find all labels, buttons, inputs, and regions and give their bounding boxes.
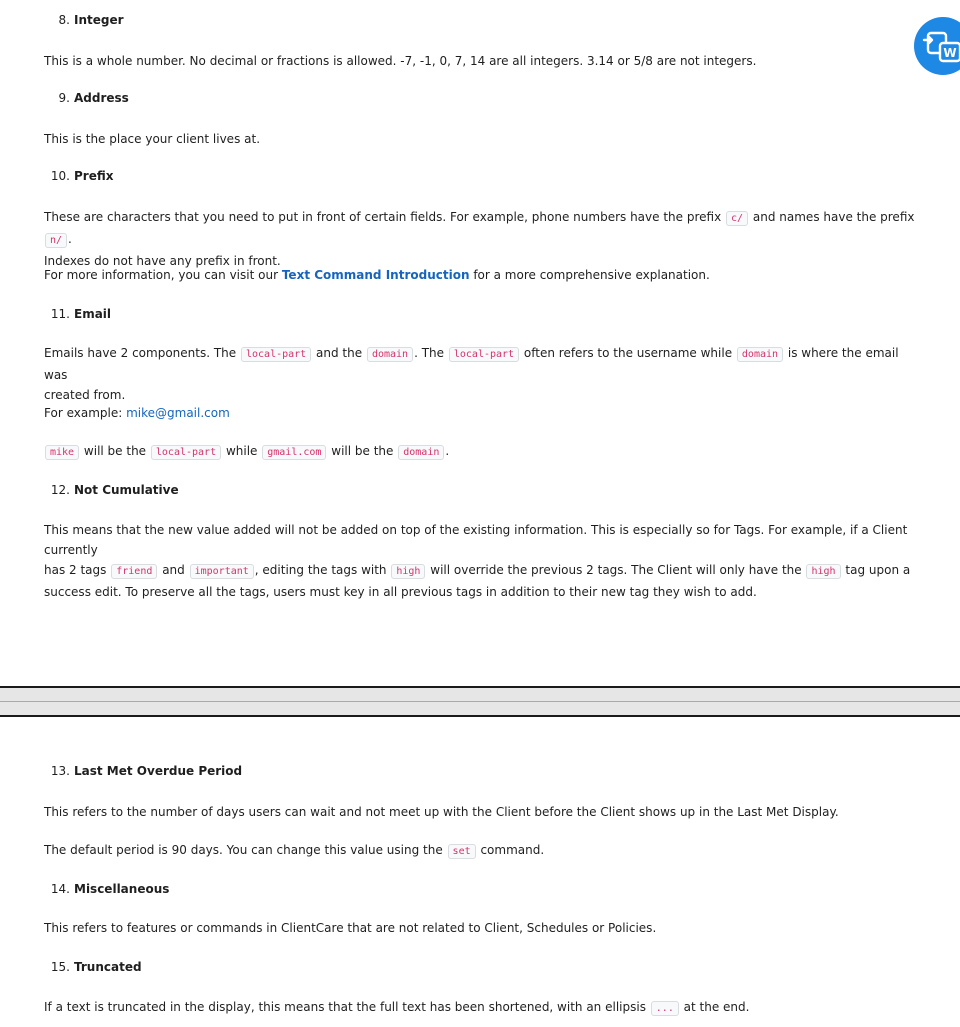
text-run: and [162, 563, 185, 577]
code-domain: domain [367, 347, 413, 362]
text-run: . [445, 444, 450, 458]
section-heading-truncated [0, 960, 142, 974]
section-heading-prefix [0, 169, 114, 183]
last-met-default-paragraph [44, 840, 924, 862]
section-number: 10. [50, 169, 70, 183]
section-heading-not-cumulative [0, 483, 179, 497]
prefix-more-info-paragraph [44, 265, 924, 285]
section-heading-miscellaneous [0, 882, 169, 896]
text-run: . The [414, 346, 445, 360]
text-run: For more information, you can visit our [44, 268, 279, 282]
code-ellipsis: ... [651, 1001, 679, 1016]
section-number: 11. [50, 307, 70, 321]
text-run: The default period is 90 days. You can change this value using the [44, 843, 443, 857]
section-number: 13. [50, 764, 70, 778]
section-heading-email [0, 307, 111, 321]
text-run: while [225, 444, 258, 458]
code-prefix-c: c/ [726, 211, 748, 226]
code-prefix-n: n/ [45, 233, 67, 248]
section-title: Truncated [74, 960, 142, 974]
section-heading-last-met [0, 764, 242, 778]
text-run: and names have the prefix [752, 210, 915, 224]
email-paragraph [44, 343, 924, 405]
code-gmail: gmail.com [262, 445, 326, 460]
not-cumulative-paragraph [44, 520, 924, 602]
text-run: will be the [83, 444, 147, 458]
code-domain: domain [737, 347, 783, 362]
text-run: These are characters that you need to put in front of certain fields. For example, phone numbers have the prefix [44, 210, 722, 224]
text-run: If a text is truncated in the display, this means that the full text has been shortened, with an ellipsis [44, 1000, 646, 1014]
section-heading-address [0, 91, 129, 105]
section-title: Address [74, 91, 129, 105]
text-run: is where the email was [44, 346, 899, 382]
code-high: high [806, 564, 840, 579]
section-title: Integer [74, 13, 124, 27]
section-title: Not Cumulative [74, 483, 179, 497]
code-important: important [190, 564, 254, 579]
section-heading-integer [0, 13, 124, 27]
text-run: command. [480, 843, 545, 857]
page-break-divider [0, 686, 960, 717]
truncated-paragraph [44, 997, 924, 1019]
text-run: will override the previous 2 tags. The Client will only have the [430, 563, 802, 577]
text-run: . [68, 232, 72, 246]
code-local-part: local-part [449, 347, 519, 362]
prefix-paragraph [44, 207, 924, 271]
integer-paragraph: This is a whole number. No decimal or fractions is allowed. -7, -1, 0, 7, 14 are all integers. 3.14 or 5/8 are not integers. [44, 54, 757, 68]
text-run: Emails have 2 components. The [44, 346, 237, 360]
section-number: 8. [58, 13, 70, 27]
code-friend: friend [111, 564, 157, 579]
section-number: 14. [50, 882, 70, 896]
text-run: tag upon a [845, 563, 911, 577]
code-local-part: local-part [241, 347, 311, 362]
email-example-link[interactable]: mike@gmail.com [126, 406, 230, 420]
text-command-introduction-link[interactable]: Text Command Introduction [281, 268, 470, 282]
text-run: for a more comprehensive explanation. [473, 268, 710, 282]
text-run: success edit. To preserve all the tags, users must key in all previous tags in addition to their new tag they wish to add. [44, 585, 757, 599]
section-title: Miscellaneous [74, 882, 170, 896]
svg-text:W: W [943, 46, 957, 60]
section-number: 12. [50, 483, 70, 497]
text-run: This means that the new value added will not be added on top of the existing information. This is especially so for Tags. For example, if a Client currently [44, 523, 908, 557]
text-run: created from. [44, 388, 126, 402]
section-number: 15. [50, 960, 70, 974]
email-example-paragraph [44, 403, 924, 423]
section-number: 9. [58, 91, 70, 105]
text-run: Indexes do not have any prefix in front. [44, 254, 281, 268]
text-run: has 2 tags [44, 563, 107, 577]
code-local-part: local-part [151, 445, 221, 460]
address-paragraph: This is the place your client lives at. [44, 132, 261, 146]
text-run: For example: [44, 406, 123, 420]
code-mike: mike [45, 445, 79, 460]
text-run: and the [316, 346, 363, 360]
section-title: Last Met Overdue Period [74, 764, 243, 778]
section-title: Prefix [74, 169, 114, 183]
code-high: high [391, 564, 425, 579]
text-run: at the end. [683, 1000, 750, 1014]
email-parts-paragraph [44, 441, 924, 463]
text-run: , editing the tags with [254, 563, 387, 577]
text-run: will be the [331, 444, 394, 458]
section-title: Email [74, 307, 112, 321]
code-domain: domain [398, 445, 444, 460]
divider-line [0, 701, 960, 702]
text-run: often refers to the username while [523, 346, 733, 360]
miscellaneous-paragraph: This refers to features or commands in ClientCare that are not related to Client, Schedules or Policies. [44, 921, 657, 935]
code-set: set [448, 844, 476, 859]
last-met-paragraph: This refers to the number of days users can wait and not meet up with the Client before the Client shows up in the Last Met Display. [44, 805, 839, 819]
